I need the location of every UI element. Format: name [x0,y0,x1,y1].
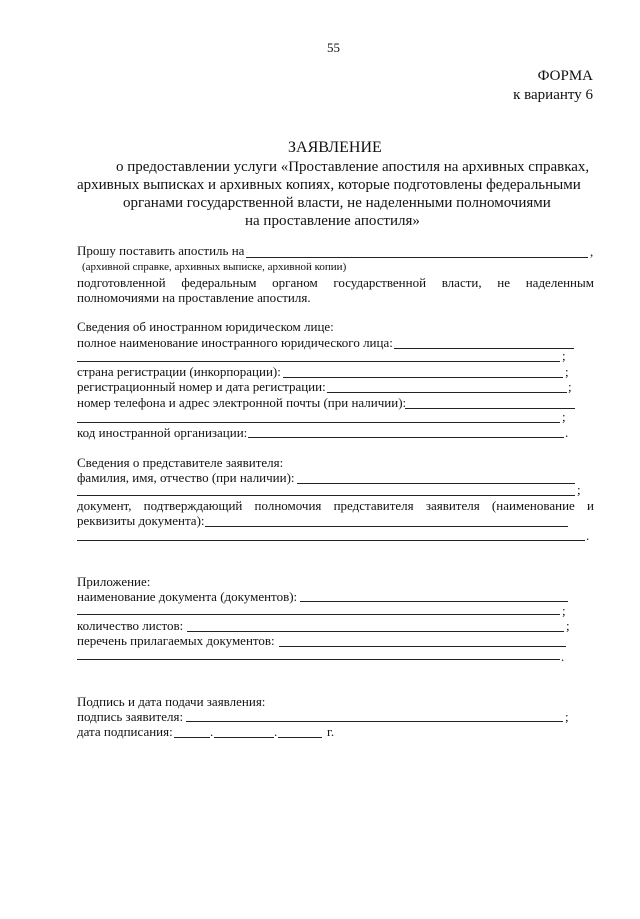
date-sep-2: . [274,724,278,739]
rep-name-label: фамилия, имя, отчество (при наличии): [77,470,295,485]
page-number: 55 [327,40,340,55]
date-label: дата подписания: [77,724,173,739]
list-label: перечень прилагаемых документов: [77,633,275,648]
reg-semicolon: ; [568,379,572,394]
request-label: Прошу поставить апостиль на [77,243,245,258]
date-day-field[interactable] [174,737,210,738]
phone-field-2[interactable] [77,422,560,423]
phone-label: номер телефона и адрес электронной почты (при наличии): [77,395,407,410]
code-label: код иностранной организации: [77,425,248,440]
rep-doc-field[interactable] [205,526,568,527]
sign-field[interactable] [186,721,563,722]
sheets-field[interactable] [187,631,564,632]
list-period: . [561,649,565,664]
phone-field[interactable] [405,408,575,409]
subtitle-line-2: архивных выписках и архивных копиях, которые подготовлены федеральными [77,177,581,193]
attachment-heading: Приложение: [77,574,151,589]
request-line-2: подготовленной федеральным органом государственной власти, не наделенным [77,275,594,290]
doc-name-field[interactable] [300,601,568,602]
country-field[interactable] [283,377,563,378]
list-field-2[interactable] [77,659,560,660]
reg-label: регистрационный номер и дата регистрации: [77,379,326,394]
country-label: страна регистрации (инкорпорации): [77,364,281,379]
subtitle-line-4: на проставление апостиля» [245,213,420,229]
sign-semicolon: ; [565,709,569,724]
full-name-field[interactable] [394,348,574,349]
code-period: . [565,425,569,440]
date-year-suffix: г. [327,724,335,739]
code-field[interactable] [248,437,564,438]
rep-name-field[interactable] [297,483,575,484]
full-name-semicolon: ; [562,348,566,363]
subtitle-line-3: органами государственной власти, не наделенными полномочиями [123,195,551,211]
signature-heading: Подпись и дата подачи заявления: [77,694,266,709]
request-comma: , [590,244,594,259]
date-year-field[interactable] [278,737,322,738]
request-line-3: полномочиями на проставление апостиля. [77,290,311,305]
sign-label: подпись заявителя: [77,709,184,724]
rep-doc-period: . [586,528,590,543]
date-month-field[interactable] [214,737,274,738]
rep-doc-line-1: документ, подтверждающий полномочия представителя заявителя (наименование и [77,498,594,513]
rep-name-semicolon: ; [577,482,581,497]
country-semicolon: ; [565,364,569,379]
rep-doc-field-2[interactable] [77,540,585,541]
phone-semicolon: ; [562,409,566,424]
rep-doc-line-2: реквизиты документа): [77,513,205,528]
variant-label: к варианту 6 [513,87,593,103]
sheets-semicolon: ; [566,618,570,633]
rep-name-field-2[interactable] [77,495,575,496]
form-label: ФОРМА [537,68,593,84]
doc-name-semicolon: ; [562,603,566,618]
date-sep-1: . [210,724,214,739]
request-hint: (архивной справке, архивных выписке, архивной копии) [82,261,347,273]
list-field[interactable] [279,646,566,647]
full-name-label: полное наименование иностранного юридического лица: [77,335,393,350]
page-title: ЗАЯВЛЕНИЕ [288,139,382,156]
sheets-label: количество листов: [77,618,184,633]
doc-name-field-2[interactable] [77,614,560,615]
reg-field[interactable] [327,392,567,393]
full-name-field-2[interactable] [77,361,560,362]
doc-name-label: наименование документа (документов): [77,589,298,604]
representative-heading: Сведения о представителе заявителя: [77,455,284,470]
request-field[interactable] [246,257,588,258]
foreign-entity-heading: Сведения об иностранном юридическом лице: [77,319,334,334]
subtitle-line-1: о предоставлении услуги «Проставление апостиля на архивных справках, [116,159,590,175]
